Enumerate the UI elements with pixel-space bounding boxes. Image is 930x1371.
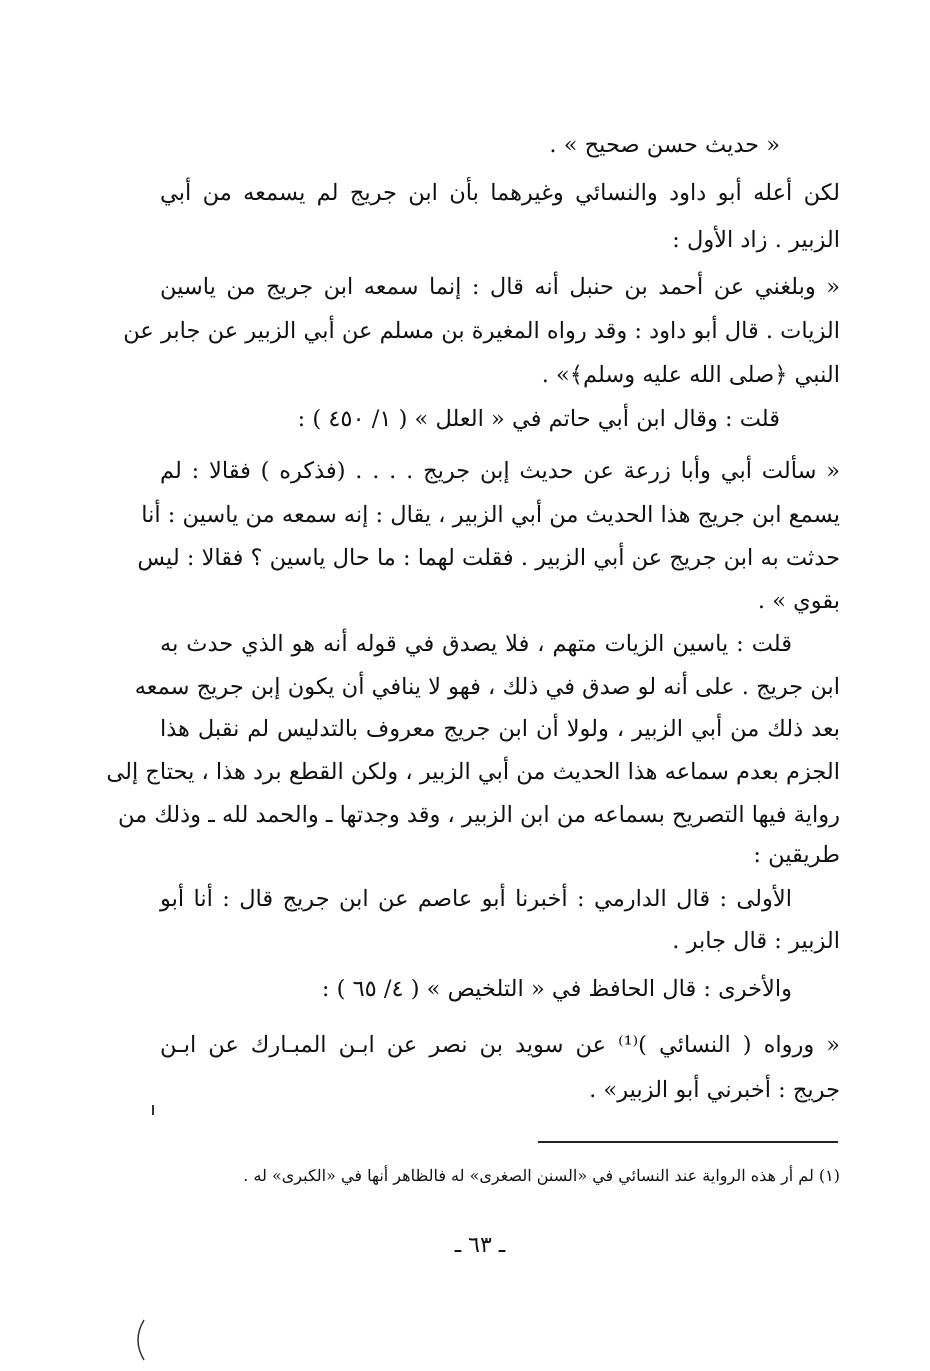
- text-line: بعد ذلك من أبي الزبير ، ولولا أن ابن جريج معروف بالتدليس لم نقبل هذا: [160, 716, 840, 742]
- text-line: لكن أعله أبو داود والنسائي وغيرهما بأن ابن جريج لم يسمعه من أبي: [160, 180, 840, 206]
- text-line: « ورواه ( النسائي )⁽¹⁾ عن سويد بن نصر عن ابـن المبـارك عن ابـن: [160, 1032, 840, 1058]
- footnote-separator: [538, 1141, 838, 1143]
- text-line: والأخرى : قال الحافظ في « التلخيص » ( ٤/ ٦٥ ) :: [321, 976, 792, 1002]
- text-line: طريقين :: [753, 842, 840, 868]
- text-line: الزبير : قال جابر .: [672, 928, 840, 954]
- text-line: قلت : وقال ابن أبي حاتم في « العلل » ( ١/ ٤٥٠ ) :: [297, 406, 780, 432]
- text-line: يسمع ابن جريج هذا الحديث من أبي الزبير ، يقال : إنه سمعه من ياسين : أنا: [141, 502, 840, 528]
- bracket-mark-icon: [130, 1318, 150, 1362]
- text-line: النبي ﴿صلى الله عليه وسلم﴾» .: [541, 362, 840, 388]
- text-line: حدثت به ابن جريج عن أبي الزبير . فقلت لهما : ما حال ياسين ؟ فقالا : ليس: [137, 545, 840, 571]
- footnote: (١) لم أر هذه الرواية عند النسائي في «السنن الصغرى» له فالظاهر أنها في «الكبرى» له .: [243, 1166, 840, 1185]
- text-line: بقوي » .: [757, 588, 840, 614]
- text-line: « وبلغني عن أحمد بن حنبل أنه قال : إنما سمعه ابن جريج من ياسين: [160, 274, 840, 300]
- text-line: جريج : أخبرني أبو الزبير» .: [589, 1077, 840, 1103]
- stray-mark: [152, 1105, 154, 1115]
- text-line: ابن جريج . على أنه لو صدق في ذلك ، فهو لا ينافي أن يكون إبن جريج سمعه: [134, 674, 840, 700]
- text-line: الجزم بعدم سماعه هذا الحديث من أبي الزبير ، ولكن القطع برد هذا ، يحتاج إلى: [106, 759, 840, 785]
- page-number: ـ ٦٣ ـ: [454, 1233, 506, 1258]
- text-line: الزيات . قال أبو داود : وقد رواه المغيرة بن مسلم عن أبي الزبير عن جابر عن: [123, 318, 840, 344]
- text-line: « سألت أبي وأبا زرعة عن حديث إبن جريج . . . . (فذكره ) فقالا : لم: [160, 458, 840, 484]
- text-line: الأولى : قال الدارمي : أخبرنا أبو عاصم عن ابن جريج قال : أنا أبو: [160, 886, 792, 912]
- text-line: الزبير . زاد الأول :: [672, 227, 840, 253]
- text-line: رواية فيها التصريح بسماعه من ابن الزبير ، وقد وجدتها ـ والحمد لله ـ وذلك من: [118, 802, 840, 828]
- text-line: « حديث حسن صحيح » .: [549, 132, 780, 158]
- text-line: قلت : ياسين الزيات متهم ، فلا يصدق في قوله أنه هو الذي حدث به: [160, 631, 792, 657]
